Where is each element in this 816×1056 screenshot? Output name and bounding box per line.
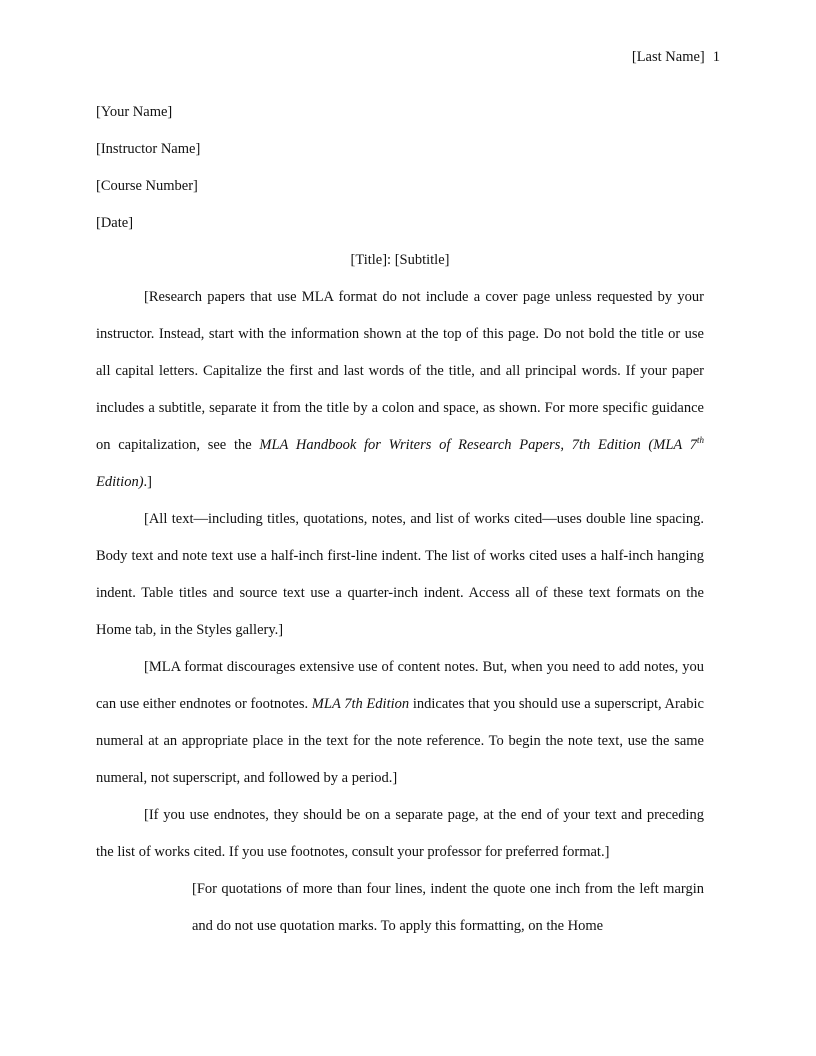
paragraph-3-text: [MLA format discourages extensive use of content notes. But, when you need to add notes, you can use either endnotes or footnotes. <box>96 659 704 712</box>
header-last-name: [Last Name] <box>631 49 705 65</box>
paragraph-3 <box>96 649 704 797</box>
student-name: [Your Name] <box>96 104 173 120</box>
date: [Date] <box>96 215 134 231</box>
paragraph-1-end: .] <box>143 474 152 490</box>
citation-superscript: th <box>696 435 704 446</box>
paragraph-1 <box>96 279 704 501</box>
paragraph-4: [If you use endnotes, they should be on a separate page, at the end of your text and preceding the list of works cited. If you use footnotes, consult your professor for preferred format.] <box>96 807 704 860</box>
paragraph-1-text: [Research papers that use MLA format do not include a cover page unless requested by your instructor. Instead, start with the information shown at the top of this page. Do not bold the title or use all capital letters. Capitalize the first and last words of the title, and all principal words. If your paper includes a subtitle, separate it from the title by a colon and space, as shown. For more specific guidance on capitalization, see the <box>96 289 704 453</box>
document-body <box>96 94 704 945</box>
course-number: [Course Number] <box>96 178 198 194</box>
paragraph-3-italic: MLA 7th Edition <box>311 696 410 712</box>
paragraph-3-text-end: indicates that you should use a superscript, Arabic numeral at an appropriate place in the text for the note reference. To begin the note text, use the same numeral, not superscript, and followed by a period.] <box>96 696 704 786</box>
citation-text-end: Edition) <box>96 474 144 490</box>
running-header <box>632 47 720 67</box>
block-quote: [For quotations of more than four lines, indent the quote one inch from the left margin and do not use quotation marks. To apply this formatting, on the Home <box>192 881 704 934</box>
paragraph-2: [All text—including titles, quotations, notes, and list of works cited—uses double line spacing. Body text and note text use a half-inch first-line indent. The list of works cited uses a half-inch hanging indent. Table titles and source text use a quarter-inch indent. Access all of these text formats on the Home tab, in the Styles gallery.] <box>96 511 704 638</box>
instructor-name: [Instructor Name] <box>96 141 201 157</box>
citation-text: MLA Handbook for Writers of Research Papers, 7th Edition (MLA 7 <box>259 437 697 453</box>
paper-title: [Title]: [Subtitle] <box>350 252 450 268</box>
header-page-number: 1 <box>712 49 720 65</box>
